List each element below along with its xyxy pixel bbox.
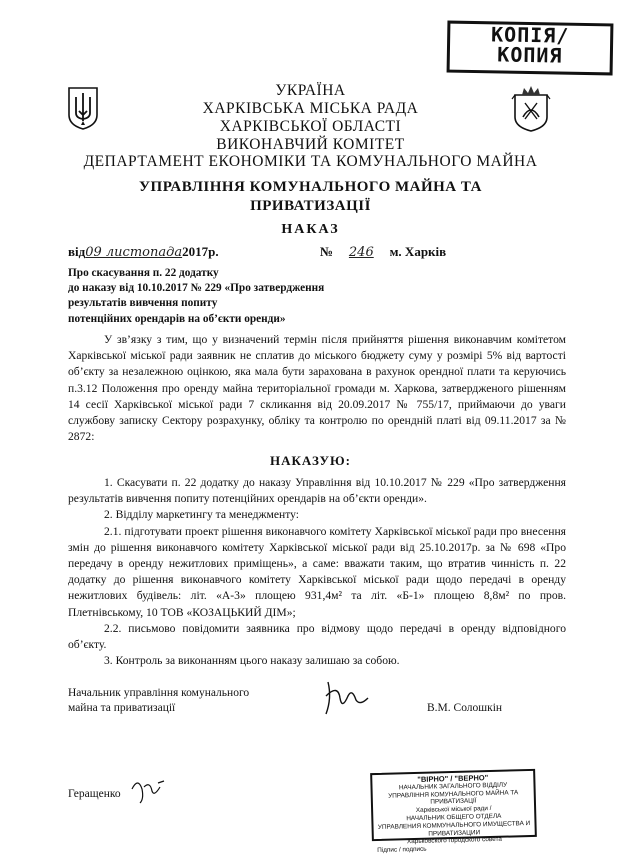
date-suffix: 2017р.	[182, 244, 219, 259]
verified-stamp-line: Харківської міської ради /	[415, 805, 492, 815]
order-item-2: 2. Відділу маркетингу та менеджменту:	[104, 508, 299, 522]
copy-stamp	[447, 21, 614, 76]
verified-stamp-title: "ВІРНО" / "ВЕРНО"	[417, 773, 489, 784]
verified-stamp-line: УПРАВЛЕНИЯ КОММУНАЛЬНОГО ИМУЩЕСТВА И ПРИВАТИЗАЦИИ	[377, 819, 531, 838]
preamble-text: У зв’язку з тим, що у визначений термін після прийняття рішення виконавчим комітетом Харківської міської ради заявник не сплатив до міського бюджету суму у розмірі 5% від вартості об’єкту за незалежною оцінкою, яка мала бути зарахована в рахунок орендної плати та керуючись п.3.12 Положення про оренду майна територіальної громади м. Харкова, затвердженого рішенням 14 сесії Харківської міської ради 7 скликання від 20.09.2017 № 755/17, приймаючи до уваги службову записку Сектору розрахунку, обліку та контролю по орендній платі від 09.11.2017 за № 2872:	[68, 333, 566, 444]
signatory-name: В.М. Солошкін	[427, 702, 503, 714]
order-item-2-2: 2.2. письмово повідомити заявника про відмову щодо передачі в оренду відповідного об’єкту.	[68, 621, 566, 652]
copy-stamp-line2: КОПИЯ	[497, 42, 563, 68]
handwritten-signature-icon	[318, 676, 378, 720]
header-oblast: ХАРКІВСЬКОЇ ОБЛАСТІ	[219, 118, 402, 135]
executor-name: Геращенко	[68, 788, 121, 800]
order-number	[320, 244, 446, 260]
number-handwritten: 246	[348, 245, 374, 260]
office-title-line1: УПРАВЛІННЯ КОМУНАЛЬНОГО МАЙНА ТА	[139, 179, 482, 195]
verified-stamp-line: НАЧАЛЬНИК ЗАГАЛЬНОГО ВІДДІЛУ	[398, 781, 508, 792]
header-ukraine: УКРАЇНА	[275, 82, 346, 99]
order-item-2-1: 2.1. підготувати проект рішення виконавчого комітету Харківської міської ради про внесення змін до рішення виконавчого комітету Харківської міської ради від 25.10.2017р. за № 698 «Про передачу в оренду нежитлових приміщень», а саме: вважати таким, що втратив чинність п. 22 додатку до рішення виконавчого комітету Харківської міської ради щодо передачі в оренду нежитлових будівель: літ. «А-3» площею 931,4м² та літ. «Б-1» площею 8,8м² по пров. Плетнівському, 10 ТОВ «КОЗАЦЬКИЙ ДІМ»;	[68, 524, 566, 619]
verified-stamp-line: УПРАВЛІННЯ КОМУНАЛЬНОГО МАЙНА ТА ПРИВАТИЗАЦІЇ	[388, 788, 519, 806]
order-word: НАКАЗУЮ:	[269, 453, 352, 468]
subject-line: Про скасування п. 22 додатку	[68, 267, 219, 279]
office-title-line2: ПРИВАТИЗАЦІЇ	[250, 198, 371, 214]
header-department: ДЕПАРТАМЕНТ ЕКОНОМІКИ ТА КОМУНАЛЬНОГО МАЙНА	[83, 153, 538, 170]
order-subject	[68, 266, 398, 327]
order-items	[68, 475, 566, 669]
position-line2: майна та приватизації	[68, 702, 176, 714]
subject-line: до наказу від 10.10.2017 № 229 «Про затвердження	[68, 282, 325, 295]
preamble-paragraph	[68, 332, 566, 445]
verified-stamp-line: Харьковского городского совета	[406, 836, 503, 846]
executor-signature-icon	[128, 775, 168, 805]
signatory-position	[68, 686, 249, 716]
position-line1: Начальник управління комунального	[68, 687, 250, 699]
order-date	[68, 244, 219, 260]
verified-stamp-sign-label: Підпис / подпись	[377, 845, 427, 855]
verified-stamp-line: НАЧАЛЬНИК ОБЩЕГО ОТДЕЛА	[406, 812, 502, 823]
header-city-council: ХАРКІВСЬКА МІСЬКА РАДА	[202, 100, 419, 117]
verified-stamp	[370, 769, 537, 855]
header-exec-committee: ВИКОНАВЧИЙ КОМІТЕТ	[216, 136, 405, 153]
subject-line: результатів вивчення попиту	[68, 297, 218, 310]
order-item-1: 1. Скасувати п. 22 додатку до наказу Управління від 10.10.2017 № 229 «Про затвердження результатів вивчення попиту потенційних орендарів на об’єкти оренди».	[68, 476, 566, 506]
document-type-title: НАКАЗ	[281, 222, 340, 237]
date-prefix: від	[68, 244, 86, 259]
subject-line: потенційних орендарів на об’єкти оренди»	[68, 312, 286, 325]
date-handwritten: 09 листопада	[85, 245, 183, 260]
order-city: м. Харків	[389, 244, 447, 259]
copy-stamp-line1: КОПІЯ/	[490, 22, 570, 48]
number-label: №	[320, 244, 334, 259]
order-item-3: 3. Контроль за виконанням цього наказу залишаю за собою.	[104, 654, 400, 668]
